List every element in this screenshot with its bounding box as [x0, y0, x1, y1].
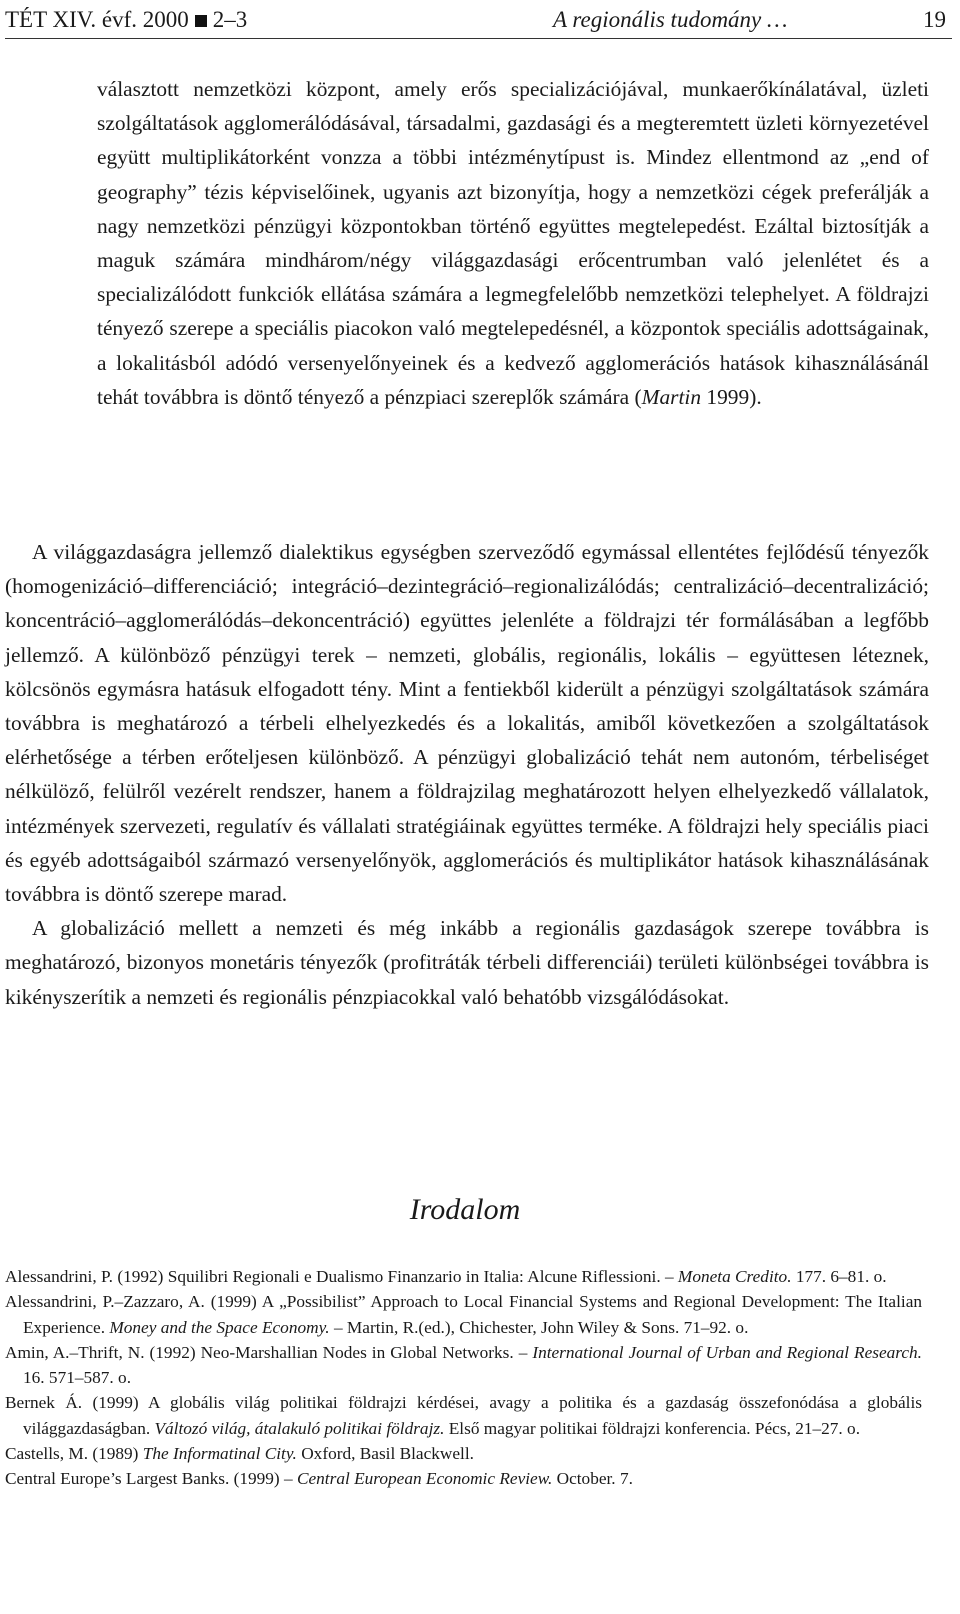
journal-issue: 2–3 — [212, 7, 248, 32]
reference-details: Oxford, Basil Blackwell. — [296, 1444, 474, 1464]
reference-item — [5, 1289, 922, 1340]
quote-author: Martin — [641, 384, 702, 409]
reference-details: – Martin, R.(ed.), Chichester, John Wiley & Sons. 71–92. o. — [329, 1317, 749, 1337]
reference-source: Central European Economic Review. — [296, 1469, 553, 1489]
quote-paragraph — [97, 72, 929, 414]
reference-text: Bernek Á. (1999) A globális világ politikai földrajzi kérdései, avagy a politika és a gazdaság összefonódása a globális világgazdaságban. — [5, 1393, 922, 1438]
reference-text: Alessandrini, P. (1992) Squilibri Regionali e Dualismo Finanzario in Italia: Alcune Riflessioni. – — [5, 1267, 678, 1286]
reference-details: Első magyar politikai földrajzi konferencia. Pécs, 21–27. o. — [444, 1418, 861, 1438]
reference-details: 177. 6–81. o. — [791, 1267, 887, 1286]
reference-item — [5, 1390, 922, 1441]
reference-text: Amin, A.–Thrift, N. (1992) Neo-Marshallian Nodes in Global Networks. – — [5, 1342, 533, 1362]
reference-source: International Journal of Urban and Regional Research. — [532, 1342, 922, 1362]
page-number: 19 — [923, 7, 946, 32]
running-title: A regionális tudomány … — [553, 7, 788, 32]
journal-info — [5, 2, 247, 38]
paragraph-1: A világgazdaságra jellemző dialektikus egységben szerveződő egymással ellentétes fejlődésű tényezők (homogenizáció–differenciáció; integráció–dezintegráció–regionalizálódás; centralizáció–decentralizáció; koncentráció–agglomerálódás–dekoncentráció) együttes jelenléte a földrajzi tér formálásában a legfőbb jellemző. A különböző pénzügyi terek – nemzeti, globális, regionális, lokális – együttesen léteznek, kölcsönös egymásra hatásuk elfogadott tény. Mint a fentiekből kiderült a pénzügyi szolgáltatások számára továbbra is meghatározó a térbeli elhelyezkedés és a lokalitás, amiből következően a szolgáltatások elérhetősége a térben erőteljesen különböző. A pénzügyi globalizáció tehát nem autonóm, térbeliséget nélkülöző, felülről vezérelt rendszer, hanem a földrajzilag meghatározott helyen elhelyezkedő vállalatok, intézmények szervezeti, regulatív és vállalati stratégiáinak együttes terméke. A földrajzi hely speciális piaci és egyéb adottságaiból származó versenyelőnyök, agglomerációs és multiplikátor hatások kihasználásának továbbra is döntő szerepe marad. — [5, 540, 929, 907]
reference-list — [5, 1264, 922, 1492]
journal-volume: TÉT XIV. évf. 2000 — [5, 7, 189, 32]
reference-source: Money and the Space Economy. — [109, 1317, 330, 1337]
reference-text: Castells, M. (1989) — [5, 1444, 143, 1464]
reference-item — [5, 1340, 922, 1391]
reference-item — [5, 1264, 922, 1289]
reference-item — [5, 1441, 922, 1466]
reference-source: Változó világ, átalakuló politikai földrajz. — [154, 1418, 445, 1438]
quote-block — [97, 72, 929, 414]
page-header — [5, 2, 952, 39]
reference-item — [5, 1466, 922, 1491]
reference-details: 16. 571–587. o. — [23, 1368, 132, 1388]
reference-source: The Informatinal City. — [142, 1444, 297, 1464]
reference-text: Alessandrini, P.–Zazzaro, A. (1999) A „Possibilist” Approach to Local Financial Systems and Regional Development: The Italian Experience. — [5, 1292, 922, 1337]
section-title: Irodalom — [409, 1193, 521, 1226]
reference-source: Moneta Credito. — [677, 1267, 792, 1286]
reference-text: Central Europe’s Largest Banks. (1999) – — [5, 1469, 297, 1489]
paragraph-2: A globalizáció mellett a nemzeti és még inkább a regionális gazdaságok szerepe továbbra is meghatározó, bizonyos monetáris tényezők (profitráták térbeli differenciái) területi különbségei továbbra is kikényszerítik a nemzeti és regionális pénzpiacokkal való behatóbb vizsgálódásokat. — [5, 916, 929, 1009]
quote-text: választott nemzetközi központ, amely erős specializációjával, munkaerőkínálatával, üzleti szolgáltatások agglomerálódásával, társadalmi, gazdasági és a megteremtett üzleti környezetével együtt multiplikátorként vonzza a többi intézménytípust is. Mindez ellentmond az „end of geography” tézis képviselőinek, ugyanis azt bizonyítja, hogy a nemzetközi cégek preferálják a nagy nemzetközi pénzügyi központokban történő együttes megtelepedést. Ezáltal biztosítják a maguk számára mindhárom/négy világgazdasági erőcentrumban való jelenlétet és a specializálódott funkciók ellátása számára a legmegfelelőbb nemzetközi telephelyet. A földrajzi tényező szerepe a speciális piacokon való megtelepedésnél, a központok speciális adottságainak, a lokalitásból adódó versenyelőnyeinek és a kedvező agglomerációs hatások kihasználásánál tehát továbbra is döntő tényező a pénzpiaci szereplők számára ( — [97, 77, 929, 409]
square-bullet-icon — [195, 15, 207, 27]
reference-details: October. 7. — [552, 1469, 633, 1489]
quote-year: 1999). — [701, 384, 762, 409]
main-text — [5, 535, 929, 1014]
